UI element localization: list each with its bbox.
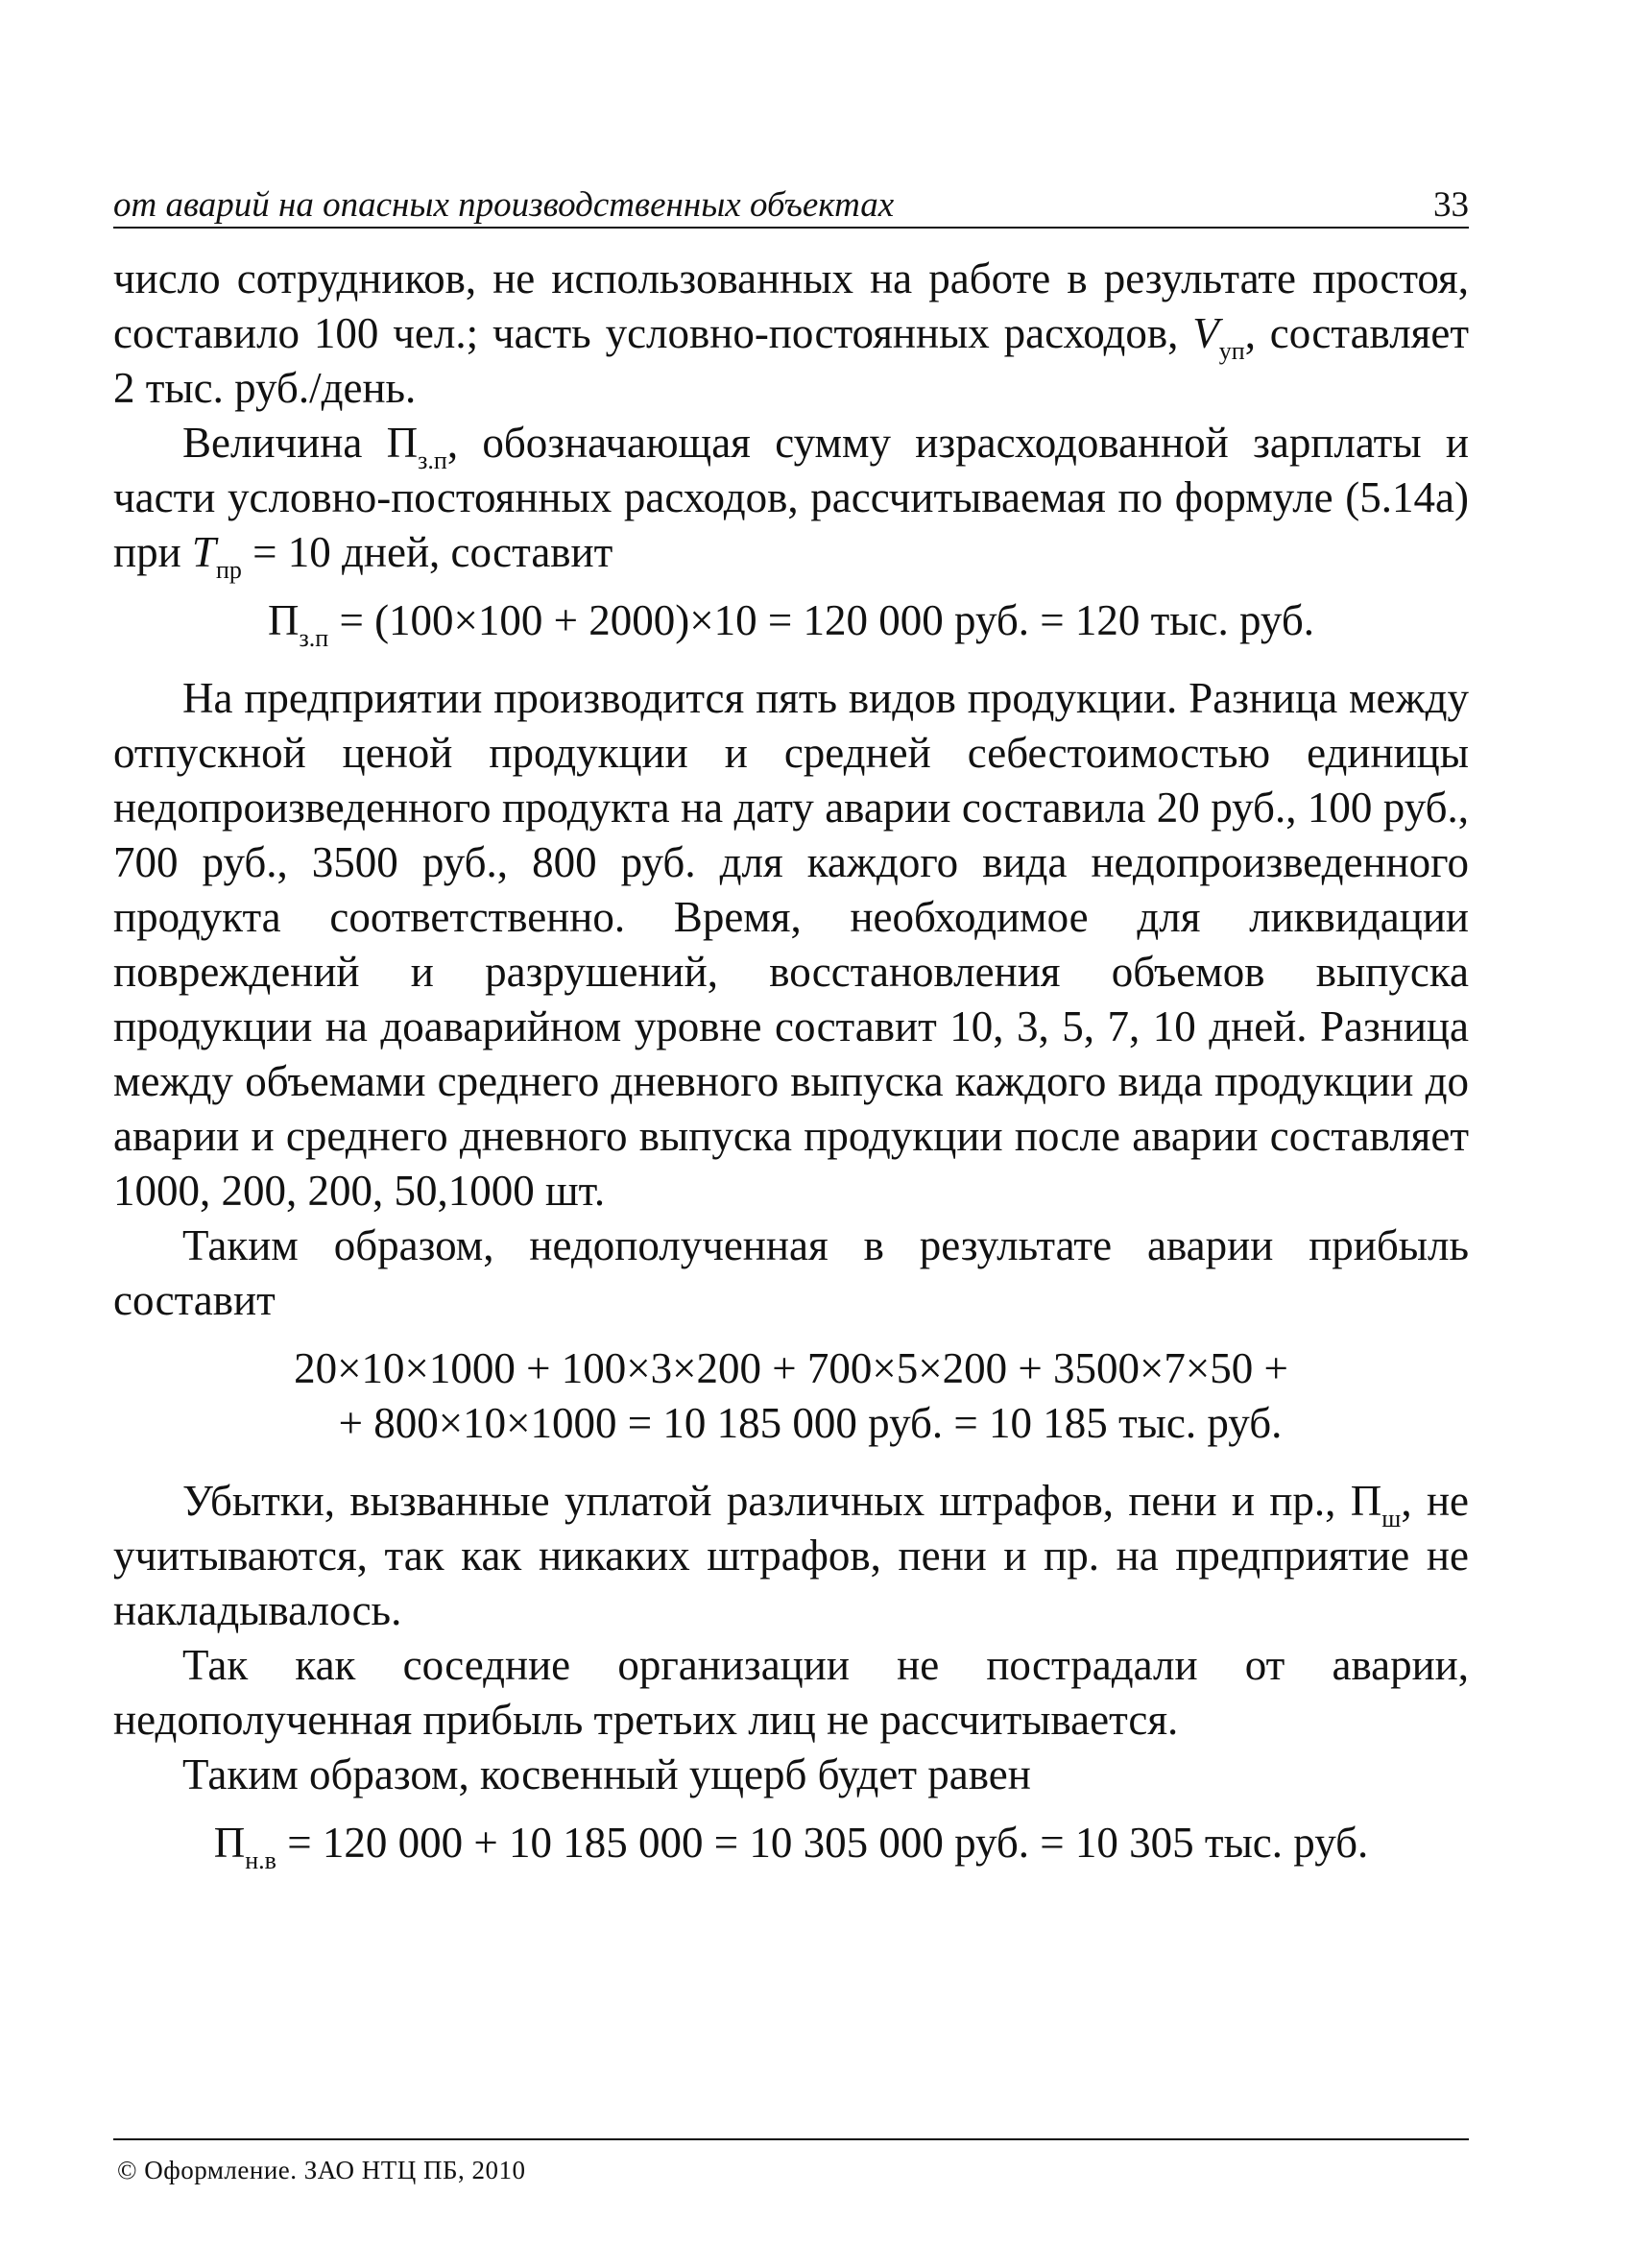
formula-2-line-2: + 800×10×1000 = 10 185 000 руб. = 10 185 тыс. руб. [338,1399,1283,1447]
formula-1 [113,593,1469,652]
header-rule [113,227,1469,229]
formula-3 [113,1816,1469,1874]
formula-2-line-1: 20×10×1000 + 100×3×200 + 700×5×200 + 3500×7×50 + [294,1344,1288,1392]
formula-3-lhs: П [213,1819,246,1867]
copyright-notice: © Оформление. ЗАО НТЦ ПБ, 2010 [117,2156,526,2184]
formula-1-lhs: П [268,596,300,644]
variable-v: V [1192,309,1219,357]
symbol-p-subscript: з.п [418,446,447,474]
variable-t: T [191,528,216,576]
page-number: 33 [1433,185,1469,225]
formula-3-lhs-subscript: н.в [245,1846,276,1874]
body-text [113,252,1469,1894]
running-head [113,184,1469,227]
variable-v-subscript: уп [1218,337,1245,365]
formula-2 [113,1341,1469,1451]
paragraph-2 [113,416,1470,584]
paragraph-1 [113,252,1469,416]
formula-3-rhs: = 120 000 + 10 185 000 = 10 305 000 руб. = 10 305 тыс. руб. [276,1819,1369,1867]
symbol-p-sh-subscript: ш [1381,1505,1402,1532]
paragraph-2-text-c: = 10 дней, составит [241,528,613,576]
footer-rule [113,2138,1469,2140]
formula-1-lhs-subscript: з.п [299,624,329,652]
paragraph-1-text-a: число сотрудников, не использованных на работе в результате простоя, составило 100 чел.; часть условно-постоянных расходов, [113,254,1469,357]
paragraph-1-text-b: , составляет 2 тыс. руб./день. [113,309,1470,412]
paragraph-3: На предприятии производится пять видов продукции. Разница между отпускной ценой продукции и средней себестоимостью единицы недопроизведенного продукта на дату аварии составила 20 руб., 100 руб., 700 руб., 3500 руб., 800 руб. для каждого вида недопроизведенного продукта соответственно. Время, необходимое для ликвидации повреждений и разрушений, восстановления объемов выпуска продукции на доаварийном уровне составит 10, 3, 5, 7, 10 дней. Разница между объемами среднего дневного выпуска каждого вида продукции до аварии и среднего дневного выпуска продукции после аварии составляет 1000, 200, 200, 50,1000 шт. [113,674,1469,1215]
paragraph-7: Таким образом, косвенный ущерб будет равен [182,1750,1031,1798]
running-head-title: от аварий на опасных производственных объектах [113,185,895,225]
paragraph-6: Так как соседние организации не пострадали от аварии, недополученная прибыль третьих лиц не рассчитывается. [113,1641,1469,1744]
paragraph-4: Таким образом, недополученная в результате аварии прибыль составит [113,1221,1469,1324]
formula-1-rhs: = (100×100 + 2000)×10 = 120 000 руб. = 120 тыс. руб. [328,596,1314,644]
paragraph-2-text-a: Величина П [182,419,419,467]
paragraph-5 [113,1474,1469,1638]
paragraph-5-text-b: , не учитываются, так как никаких штрафов, пени и пр. на предприятие не накладывалось. [113,1477,1469,1634]
variable-t-subscript: пр [215,556,242,584]
paragraph-2-text-b: , обозначающая сумму израсходованной зарплаты и части условно-постоянных расходов, рассчитываемая по формуле (5.14а) при [113,419,1470,576]
paragraph-5-text-a: Убытки, вызванные уплатой различных штрафов, пени и пр., П [182,1477,1382,1525]
